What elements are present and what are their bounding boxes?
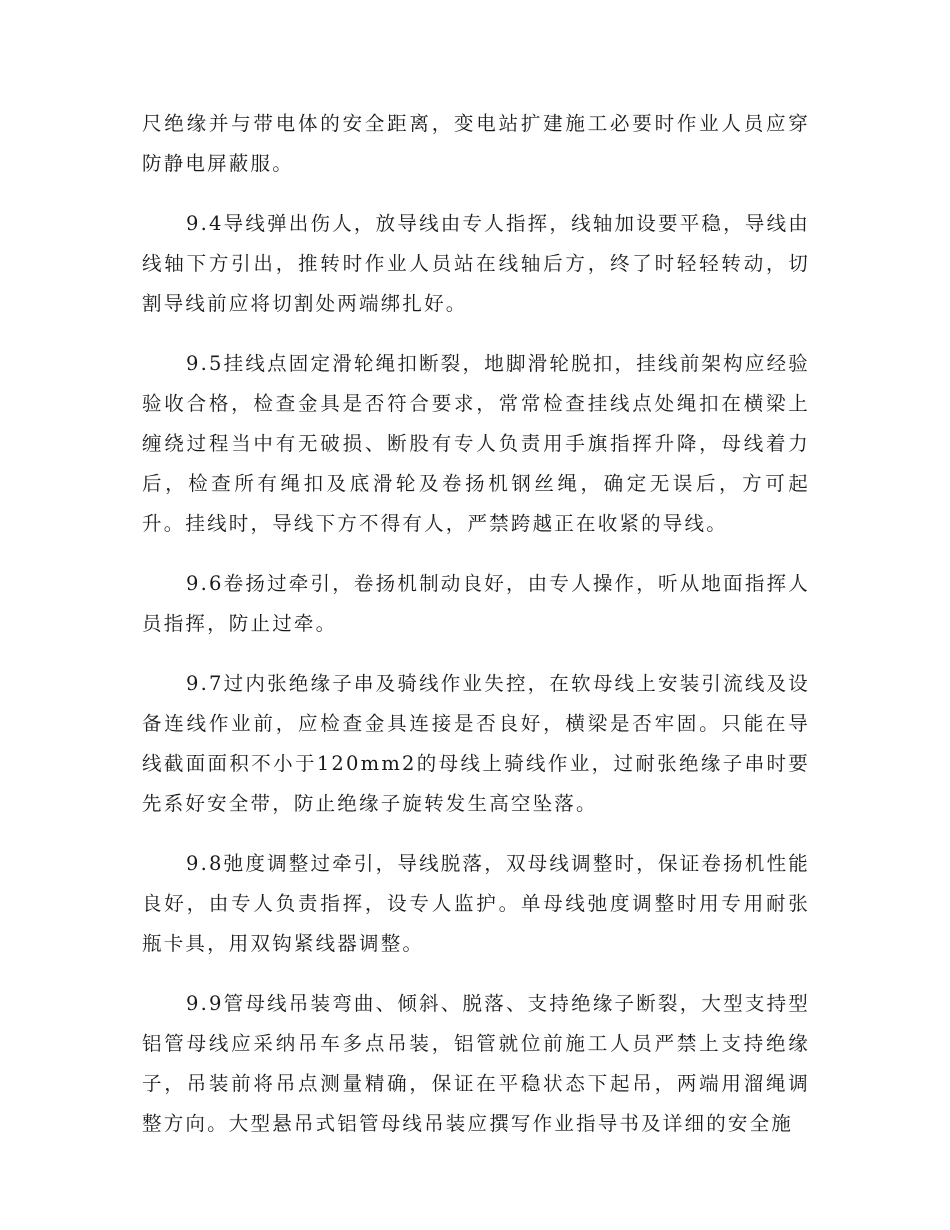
paragraph-9-7: 9.7过内张绝缘子串及骑线作业失控，在软母线上安装引流线及设备连线作业前，应检查金具连接是否良好，横梁是否牢固。只能在导线截面面积不小于120mm2的母线上骑线作业，过耐张绝缘子串时要先系好安全带，防止绝缘子旋转发生高空坠落。 — [142, 672, 810, 815]
document-body — [142, 104, 810, 1164]
paragraph-9-4: 9.4导线弹出伤人，放导线由专人指挥，线轴加设要平稳，导线由线轴下方引出，推转时作业人员站在线轴后方，终了时轻轻转动，切割导线前应将切割处两端绑扎好。 — [142, 212, 810, 315]
paragraph-9-6: 9.6卷扬过牵引，卷扬机制动良好，由专人操作，听从地面指挥人员指挥，防止过牵。 — [142, 572, 810, 635]
paragraph-9-5: 9.5挂线点固定滑轮绳扣断裂，地脚滑轮脱扣，挂线前架构应经验验收合格，检查金具是否符合要求，常常检查挂线点处绳扣在横梁上缠绕过程当中有无破损、断股有专人负责用手旗指挥升降，母线着力后，检查所有绳扣及底滑轮及卷扬机钢丝绳，确定无误后，方可起升。挂线时，导线下方不得有人，严禁跨越正在收紧的导线。 — [142, 352, 810, 535]
paragraph-continuation: 尺绝缘并与带电体的安全距离，变电站扩建施工必要时作业人员应穿防静电屏蔽服。 — [142, 112, 810, 175]
paragraph-9-9: 9.9管母线吊装弯曲、倾斜、脱落、支持绝缘子断裂，大型支持型铝管母线应采纳吊车多点吊装，铝管就位前施工人员严禁上支持绝缘子，吊装前将吊点测量精确，保证在平稳状态下起吊，两端用溜绳调整方向。大型悬吊式铝管母线吊装应撰写作业指导书及详细的安全施 — [142, 992, 810, 1135]
paragraph-9-8: 9.8弛度调整过牵引，导线脱落，双母线调整时，保证卷扬机性能良好，由专人负责指挥，设专人监护。单母线弛度调整时用专用耐张瓶卡具，用双钩紧线器调整。 — [142, 852, 810, 955]
